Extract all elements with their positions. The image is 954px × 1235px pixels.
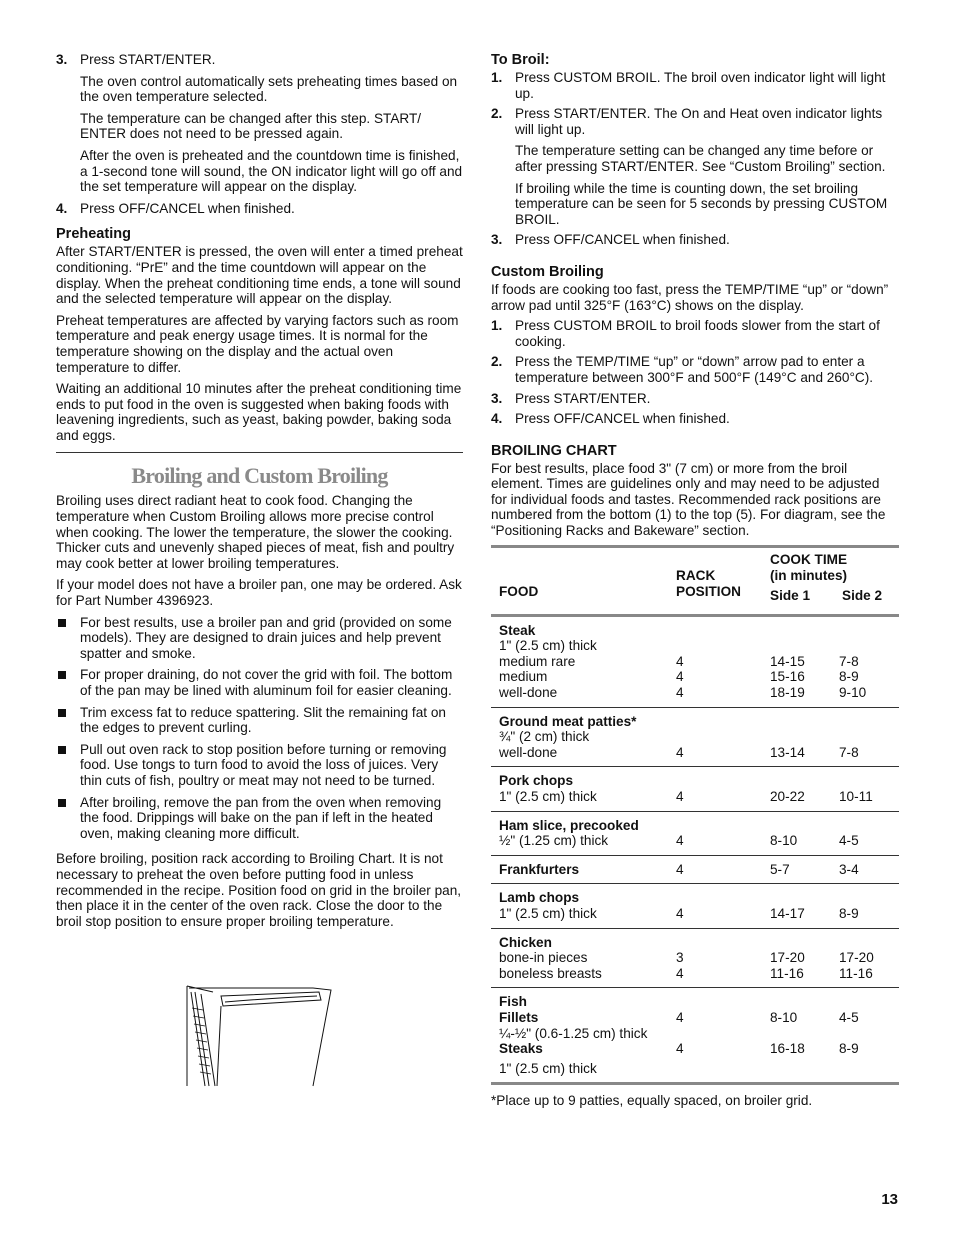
food-name-line bbox=[491, 714, 899, 730]
page-number: 13 bbox=[881, 1191, 898, 1208]
square-bullet-icon bbox=[58, 799, 66, 807]
food-detail: ¼-½" (0.6-1.25 cm) thick bbox=[499, 1025, 648, 1041]
bullet-text: For proper draining, do not cover the grid with foil. The bottom of the pan may be lined with aluminum foil for easier cleaning. bbox=[80, 667, 453, 698]
side-1-time: 16-18 bbox=[770, 1041, 805, 1057]
rack-position: 4 bbox=[676, 861, 684, 877]
side-2-time: 9-10 bbox=[839, 685, 867, 701]
header-cook-time: COOK TIME bbox=[770, 551, 848, 567]
food-detail: 1" (2.5 cm) thick bbox=[499, 1060, 597, 1076]
side-1-time: 5-7 bbox=[770, 861, 790, 877]
side-2-time: 4-5 bbox=[839, 833, 859, 849]
rack-position: 4 bbox=[676, 669, 684, 685]
step-text: The temperature setting can be changed any time before or after pressing START/ENTER. See “Custom Broiling” section. bbox=[515, 143, 886, 174]
table-row bbox=[491, 988, 899, 1082]
step-text: Press the TEMP/TIME “up” or “down” arrow pad to enter a temperature between 300°F and 500°F (149°C and 260°C). bbox=[515, 354, 874, 385]
rack-position: 4 bbox=[676, 653, 684, 669]
step-number: 2. bbox=[491, 106, 503, 122]
to-broil-heading: To Broil: bbox=[491, 52, 550, 68]
side-2-time: 7-8 bbox=[839, 653, 859, 669]
step-text: Press OFF/CANCEL when finished. bbox=[80, 200, 295, 216]
custom-broiling-heading: Custom Broiling bbox=[491, 263, 604, 280]
square-bullet-icon bbox=[58, 709, 66, 717]
table-row bbox=[491, 767, 899, 811]
food-detail-line bbox=[491, 638, 899, 654]
food-detail-line bbox=[491, 729, 899, 745]
preheating-paragraph: Waiting an additional 10 minutes after the preheat conditioning time ends to put food in the oven is suggested when baking foods with leavening ingredients, such as yeast, baking powder, baking soda and eggs. bbox=[56, 381, 462, 443]
side-1-time: 11-16 bbox=[770, 965, 804, 981]
rack-position: 4 bbox=[676, 965, 684, 981]
side-1-time: 15-16 bbox=[770, 669, 805, 685]
food-detail-line bbox=[491, 1010, 899, 1026]
food-name: Chicken bbox=[499, 934, 552, 950]
numbered-step bbox=[56, 52, 463, 195]
bullet-item bbox=[56, 667, 463, 698]
numbered-step bbox=[491, 411, 899, 427]
table-body bbox=[491, 617, 899, 1083]
bullet-item bbox=[56, 705, 463, 736]
step-text: Press OFF/CANCEL when finished. bbox=[515, 411, 730, 427]
bullet-item bbox=[56, 615, 463, 662]
side-2-time: 11-16 bbox=[839, 965, 873, 981]
food-name-line bbox=[491, 862, 899, 878]
step-number: 3. bbox=[56, 52, 68, 67]
bullet-item bbox=[56, 742, 463, 789]
side-2-time: 17-20 bbox=[839, 950, 874, 966]
side-2-time: 10-11 bbox=[839, 789, 873, 804]
food-detail: well-done bbox=[499, 685, 558, 701]
side-1-time: 18-19 bbox=[770, 685, 805, 701]
step-text: Press START/ENTER. The On and Heat oven indicator lights will light up. bbox=[515, 106, 883, 137]
numbered-step bbox=[491, 318, 899, 349]
top-steps bbox=[56, 52, 463, 216]
preheating-heading: Preheating bbox=[56, 226, 131, 243]
square-bullet-icon bbox=[58, 746, 66, 754]
rack-position: 4 bbox=[676, 789, 684, 804]
food-detail-line bbox=[491, 745, 899, 761]
table-row bbox=[491, 884, 899, 928]
side-1-time: 8-10 bbox=[770, 1009, 798, 1025]
food-name: Frankfurters bbox=[499, 861, 580, 877]
numbered-step bbox=[491, 106, 899, 227]
step-text: After the oven is preheated and the countdown time is finished, a 1-second tone will sound, the ON indicator light will go off and the set temperature will appear on the display. bbox=[80, 147, 463, 195]
header-position: POSITION bbox=[676, 583, 741, 599]
bullet-item bbox=[56, 795, 463, 842]
food-detail-line bbox=[491, 1026, 899, 1042]
header-in-minutes: (in minutes) bbox=[770, 567, 848, 583]
numbered-step bbox=[491, 70, 899, 101]
food-detail: medium bbox=[499, 669, 548, 685]
step-text: If broiling while the time is counting down, the set broiling temperature can be seen for 5 seconds by pressing CUSTOM BROIL. bbox=[515, 180, 888, 227]
side-1-time: 17-20 bbox=[770, 950, 805, 966]
food-detail-line bbox=[491, 833, 899, 849]
step-number: 1. bbox=[491, 70, 503, 85]
rack-position: 4 bbox=[676, 744, 684, 760]
side-1-time: 14-17 bbox=[770, 905, 805, 921]
food-name-line bbox=[491, 890, 899, 906]
food-detail: bone-in pieces bbox=[499, 950, 588, 966]
food-name: Steak bbox=[499, 622, 536, 638]
to-broil-steps bbox=[491, 70, 899, 248]
food-detail: boneless breasts bbox=[499, 965, 602, 981]
rack-position: 4 bbox=[676, 833, 684, 849]
left-column bbox=[56, 52, 463, 929]
step-number: 3. bbox=[491, 390, 503, 406]
table-row bbox=[491, 708, 899, 768]
side-1-time: 14-15 bbox=[770, 653, 805, 669]
food-detail-line bbox=[491, 669, 899, 685]
food-name: Ground meat patties* bbox=[499, 713, 637, 729]
food-detail-line bbox=[491, 1061, 899, 1077]
food-detail: ½" (1.25 cm) thick bbox=[499, 833, 609, 849]
side-2-time: 8-9 bbox=[839, 669, 859, 685]
food-name: Pork chops bbox=[499, 773, 574, 789]
food-detail: Steaks bbox=[499, 1041, 543, 1057]
food-name-line bbox=[491, 818, 899, 834]
section-title: Broiling and Custom Broiling bbox=[131, 463, 388, 489]
food-detail-line bbox=[491, 906, 899, 922]
bullet-text: Trim excess fat to reduce spattering. Slit the remaining fat on the edges to prevent curling. bbox=[80, 704, 446, 736]
food-detail: well-done bbox=[499, 744, 558, 760]
step-text: Press START/ENTER. bbox=[515, 390, 651, 406]
rack-position: 3 bbox=[676, 950, 684, 966]
broiling-instructions: Before broiling, position rack according to Broiling Chart. It is not necessary to preheat the oven before putting food in unless recommended in the recipe. Position food on grid in the broiler pan, then place it in the center of the oven rack. Close the door to the broil stop position to ensure proper broiling temperature. bbox=[56, 851, 462, 929]
rack-position: 4 bbox=[676, 1041, 684, 1057]
food-detail-line bbox=[491, 685, 899, 701]
chart-footnote: *Place up to 9 patties, equally spaced, on broiler grid. bbox=[491, 1093, 813, 1109]
broiling-paragraph: If your model does not have a broiler pan, one may be ordered. Ask for Part Number 4396923. bbox=[56, 577, 462, 609]
rack-position: 4 bbox=[676, 685, 684, 701]
step-number: 4. bbox=[491, 411, 503, 427]
broiling-chart-heading: BROILING CHART bbox=[491, 442, 617, 459]
side-2-time: 4-5 bbox=[839, 1009, 859, 1025]
food-name-line bbox=[491, 935, 899, 951]
rack-position: 4 bbox=[676, 905, 684, 921]
food-detail-line bbox=[491, 789, 899, 805]
food-name: Fish bbox=[499, 994, 527, 1010]
food-detail-line bbox=[491, 654, 899, 670]
step-text: Press START/ENTER. bbox=[80, 52, 216, 67]
food-detail-line bbox=[491, 966, 899, 982]
step-text: Press CUSTOM BROIL. The broil oven indicator light will light up. bbox=[515, 70, 886, 101]
food-detail: Fillets bbox=[499, 1009, 539, 1025]
numbered-step bbox=[56, 201, 463, 217]
step-text: Press OFF/CANCEL when finished. bbox=[515, 232, 730, 248]
step-number: 1. bbox=[491, 318, 503, 334]
side-1-time: 13-14 bbox=[770, 744, 805, 760]
table-header bbox=[491, 548, 899, 617]
header-food: FOOD bbox=[499, 583, 539, 599]
preheating-paragraph: After START/ENTER is pressed, the oven will enter a timed preheat conditioning. “PrE” and the time countdown will appear on the display. When the preheat conditioning time ends, a tone will sound and the selected temperature will appear on the display. bbox=[56, 244, 463, 307]
oven-door-illustration bbox=[183, 978, 335, 1088]
side-1-time: 20-22 bbox=[770, 789, 805, 804]
custom-broiling-intro: If foods are cooking too fast, press the TEMP/TIME “up” or “down” arrow pad until 325°F (163°C) shows on the display. bbox=[491, 281, 889, 313]
right-column bbox=[491, 52, 899, 1109]
numbered-step bbox=[491, 391, 899, 407]
food-detail-line bbox=[491, 950, 899, 966]
bullet-text: After broiling, remove the pan from the oven when removing the food. Drippings will bake on the pan if left in the heated oven, making cleaning more difficult. bbox=[80, 794, 442, 841]
broiling-bullets bbox=[56, 615, 463, 842]
table-row bbox=[491, 929, 899, 989]
rack-position: 4 bbox=[676, 1009, 684, 1025]
food-detail: medium rare bbox=[499, 653, 576, 669]
preheating-body bbox=[56, 244, 463, 443]
broiling-body bbox=[56, 493, 463, 608]
table-row bbox=[491, 812, 899, 856]
bullet-text: Pull out oven rack to stop position before turning or removing food. Use tongs to turn food to avoid the loss of juices. Very thin cuts of fish, poultry or meat may not need to be turned. bbox=[80, 741, 447, 788]
square-bullet-icon bbox=[58, 619, 66, 627]
food-detail: 1" (2.5 cm) thick bbox=[499, 905, 597, 921]
food-detail: ¾" (2 cm) thick bbox=[499, 729, 590, 745]
preheating-paragraph: Preheat temperatures are affected by varying factors such as room temperature and peak energy usage times. It is normal for the temperature showing on the display and the actual oven temperature to differ. bbox=[56, 312, 459, 375]
side-2-time: 8-9 bbox=[839, 1041, 859, 1057]
numbered-step bbox=[491, 232, 899, 248]
food-name: Lamb chops bbox=[499, 890, 580, 906]
step-number: 2. bbox=[491, 354, 503, 370]
food-detail-line bbox=[491, 1041, 899, 1057]
food-detail: 1" (2.5 cm) thick bbox=[499, 638, 597, 654]
table-row bbox=[491, 617, 899, 708]
broiling-chart-intro: For best results, place food 3" (7 cm) or more from the broil element. Times are guidelines only and may need to be adjusted for individual foods and tastes. Recommended rack positions are numbered from the bottom (1) to the top (5). For diagram, see the “Positioning Racks and Bakeware” section. bbox=[491, 460, 886, 539]
step-number: 4. bbox=[56, 200, 68, 216]
side-2-time: 8-9 bbox=[839, 905, 859, 921]
food-name-line bbox=[491, 994, 899, 1010]
custom-broiling-steps bbox=[491, 318, 899, 427]
food-name-line bbox=[491, 623, 899, 639]
header-rack: RACK bbox=[676, 567, 716, 583]
step-text: The oven control automatically sets preheating times based on the oven temperature selected. bbox=[80, 73, 458, 105]
step-text: Press CUSTOM BROIL to broil foods slower from the start of cooking. bbox=[515, 318, 880, 349]
food-name-line bbox=[491, 773, 899, 789]
side-2-time: 7-8 bbox=[839, 744, 859, 760]
side-2-time: 3-4 bbox=[839, 861, 859, 877]
food-name: Ham slice, precooked bbox=[499, 817, 639, 833]
broiling-paragraph: Broiling uses direct radiant heat to cook food. Changing the temperature when Custom Broiling allows more precise control when cooking. The lower the temperature, the slower the cooking. Thicker cuts and unevenly shaped pieces of meat, fish and poultry may cook better at lower broiling temperatures. bbox=[56, 493, 455, 571]
section-divider bbox=[56, 452, 463, 453]
food-detail: 1" (2.5 cm) thick bbox=[499, 789, 597, 804]
bullet-text: For best results, use a broiler pan and grid (provided on some models). They are designed to drain juices and help prevent spatter and smoke. bbox=[80, 614, 452, 661]
broiling-chart-table bbox=[491, 545, 899, 1086]
step-text: The temperature can be changed after this step. START/ ENTER does not need to be pressed again. bbox=[80, 110, 422, 142]
side-1-time: 8-10 bbox=[770, 833, 798, 849]
header-side-2: Side 2 bbox=[842, 587, 883, 603]
table-row bbox=[491, 856, 899, 885]
header-side-1: Side 1 bbox=[770, 587, 811, 603]
step-number: 3. bbox=[491, 232, 503, 248]
square-bullet-icon bbox=[58, 671, 66, 679]
numbered-step bbox=[491, 354, 899, 385]
